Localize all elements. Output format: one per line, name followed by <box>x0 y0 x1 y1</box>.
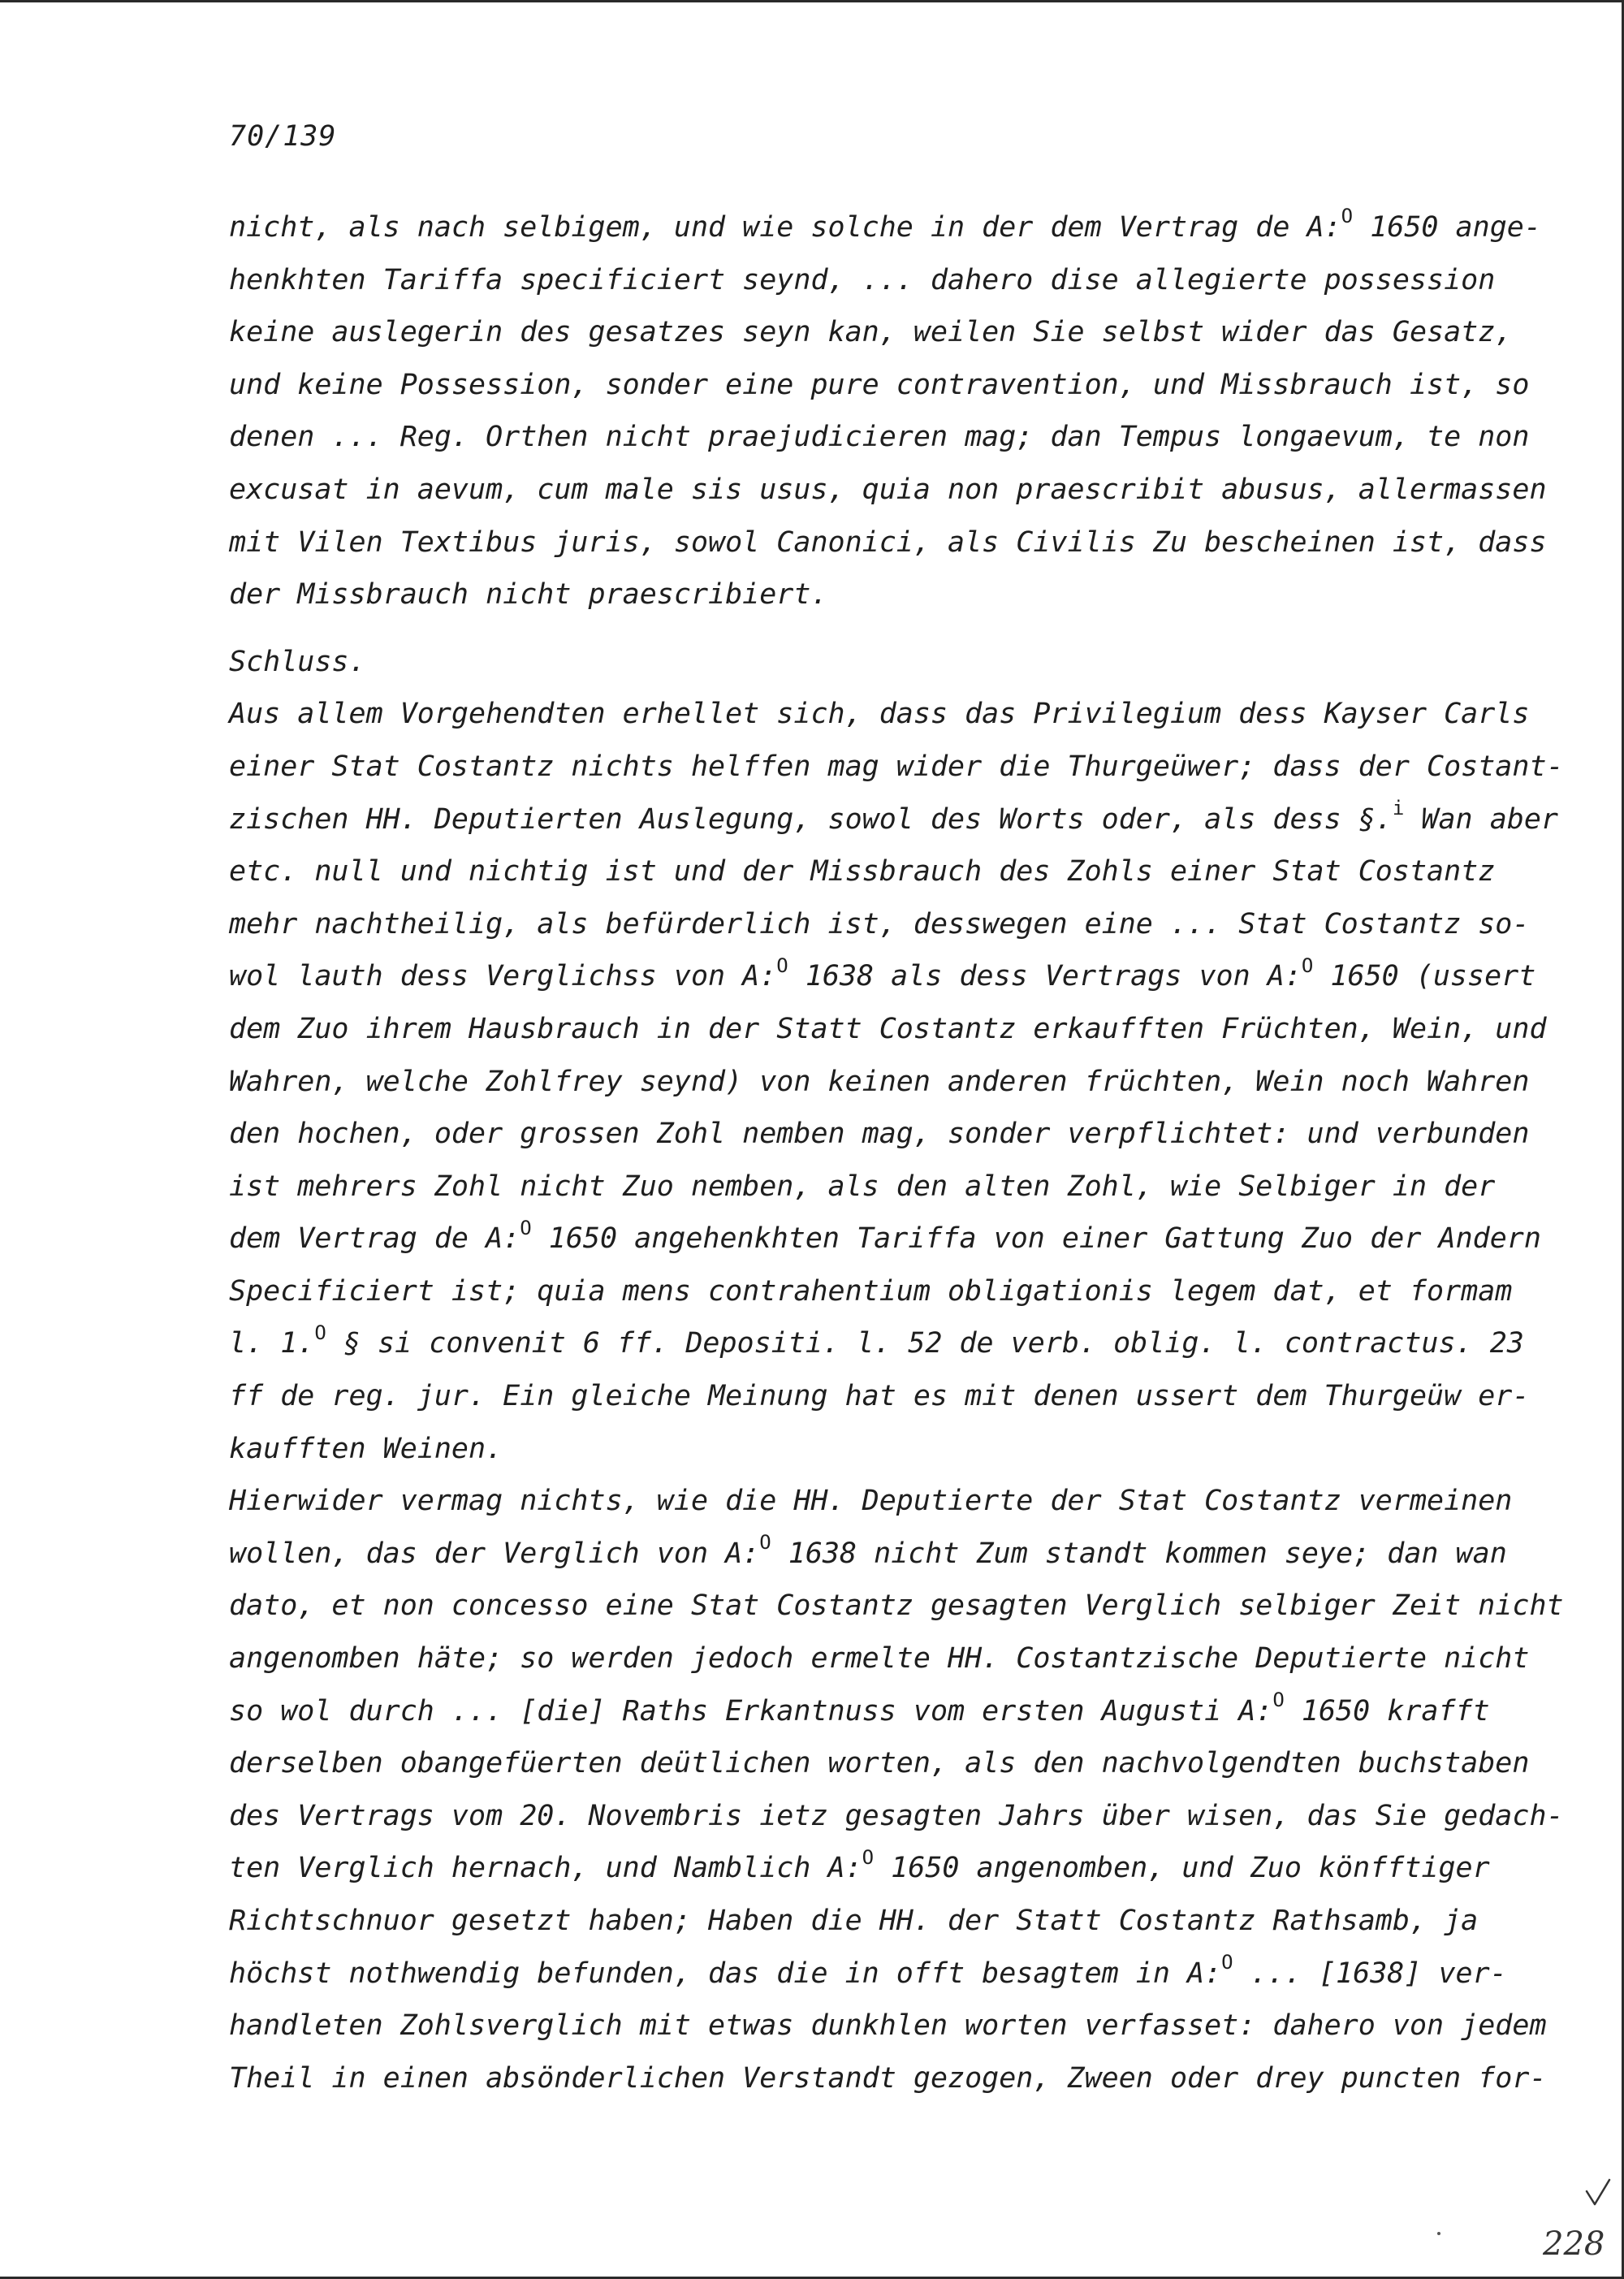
text-segment: nicht, als nach selbigem, und wie solche in der dem Vertrag de A: <box>229 211 1341 244</box>
text-segment: henkhten Tariffa specificiert seynd, ... dahero dise allegierte possession <box>229 263 1496 296</box>
text-segment: den hochen, oder grossen Zohl nemben mag, sonder verpflichtet: und verbunden <box>229 1118 1530 1151</box>
text-line <box>229 688 1530 741</box>
text-line <box>229 1580 1564 1632</box>
text-line <box>229 254 1512 307</box>
text-segment: höchst nothwendig befunden, das die in offt besagtem in A: <box>229 1957 1222 1990</box>
text-segment: 1638 als dess Vertrags von A: <box>788 960 1302 993</box>
superscript: i <box>1392 796 1405 819</box>
text-segment: Aus allem Vorgehendten erhellet sich, dass das Privilegium dess Kayser Carls <box>229 698 1530 731</box>
text-segment: und keine Possession, sonder eine pure contravention, und Missbrauch ist, so <box>229 368 1530 401</box>
text-segment: handleten Zohlsverglich mit etwas dunkhlen worten verfasset: dahero von jedem <box>229 2009 1547 2043</box>
text-line <box>229 845 1512 898</box>
superscript: O <box>1301 954 1314 977</box>
paragraph-2 <box>229 688 1564 1475</box>
text-segment: excusat in aevum, cum male sis usus, quia non praescribit abusus, allermassen <box>229 473 1547 506</box>
text-line <box>229 1632 1530 1685</box>
text-line <box>229 1685 1512 1738</box>
superscript: O <box>1221 1950 1233 1974</box>
text-segment: dem Vertrag de A: <box>229 1222 520 1256</box>
text-segment: Wahren, welche Zohlfrey seynd) von keinen anderen früchten, Wein noch Wahren <box>229 1065 1530 1098</box>
paragraph-3 <box>229 1475 1564 2104</box>
text-segment: Specificiert ist; quia mens contrahentium obligationis legem dat, et formam <box>229 1274 1513 1308</box>
text-segment: ff de reg. jur. Ein gleiche Meinung hat es mit denen ussert dem Thurgeüw er- <box>229 1380 1530 1413</box>
text-line <box>229 1108 1530 1161</box>
text-segment: keine auslegerin des gesatzes seyn kan, weilen Sie selbst wider das Gesatz, <box>229 316 1513 349</box>
superscript: O <box>314 1321 326 1344</box>
text-line <box>229 741 1564 794</box>
text-line <box>229 950 1536 1003</box>
text-segment: wol lauth dess Verglichss von A: <box>229 960 777 993</box>
text-line <box>229 517 1547 569</box>
text-line <box>229 2052 1547 2105</box>
page-number: 70/139 <box>229 120 337 153</box>
paragraph-gap <box>229 621 1512 636</box>
text-segment: Theil in einen absönderlichen Verstandt gezogen, Zween oder drey puncten for- <box>229 2061 1547 2095</box>
text-segment: 1650 (ussert <box>1313 960 1536 993</box>
superscript: O <box>759 1531 771 1555</box>
text-line <box>229 1213 1541 1265</box>
text-segment: 1650 ange- <box>1353 211 1541 244</box>
margin-folio-number: 228 <box>1543 2225 1605 2263</box>
text-line <box>229 411 1530 464</box>
text-segment: 1650 angenomben, und Zuo könfftiger <box>874 1852 1490 1885</box>
text-line <box>229 898 1530 951</box>
text-segment: dem Zuo ihrem Hausbrauch in der Statt Costantz erkaufften Früchten, Wein, und <box>229 1012 1547 1045</box>
section-heading: Schluss. <box>229 645 366 678</box>
text-line <box>229 569 1512 621</box>
text-line <box>229 1475 1512 1528</box>
text-line <box>229 1056 1530 1109</box>
text-line <box>229 1423 1512 1476</box>
text-line <box>229 2000 1547 2052</box>
text-line <box>229 1317 1524 1370</box>
superscript: O <box>1272 1688 1285 1711</box>
text-segment: § si convenit 6 ff. Depositi. l. 52 de verb. oblig. l. contractus. 23 <box>326 1327 1524 1360</box>
superscript: O <box>520 1216 532 1239</box>
text-line <box>229 1161 1512 1213</box>
text-segment: kaufften Weinen. <box>229 1432 503 1465</box>
text-segment: mehr nachtheilig, als befürderlich ist, desswegen eine ... Stat Costantz so- <box>229 907 1530 941</box>
text-segment: l. 1. <box>229 1327 315 1360</box>
text-segment: 1650 angehenkhten Tariffa von einer Gattung Zuo der Andern <box>531 1222 1541 1256</box>
text-segment: etc. null und nichtig ist und der Missbrauch des Zohls einer Stat Costantz <box>229 855 1496 889</box>
text-segment: des Vertrags vom 20. Novembris ietz gesagten Jahrs über wisen, das Sie gedach- <box>229 1799 1564 1832</box>
text-segment: der Missbrauch nicht praescribiert. <box>229 578 828 612</box>
text-segment: so wol durch ... [die] Raths Erkantnuss vom ersten Augusti A: <box>229 1694 1273 1728</box>
text-segment: angenomben häte; so werden jedoch ermelte HH. Costantzische Deputierte nicht <box>229 1642 1530 1676</box>
text-segment: einer Stat Costantz nichts helffen mag wider die Thurgeüwer; dass der Costant- <box>229 750 1564 783</box>
text-line <box>229 1790 1564 1843</box>
superscript: O <box>1341 205 1354 228</box>
paragraph-1 <box>229 201 1547 621</box>
check-mark-icon <box>1583 2177 1613 2214</box>
text-segment: Richtschnuor gesetzt haben; Haben die HH. der Statt Costantz Rathsamb, ja <box>229 1905 1479 1937</box>
text-segment: zischen HH. Deputierten Auslegung, sowol des Worts oder, als dess §. <box>229 802 1393 836</box>
text-segment: ... [1638] ver- <box>1233 1957 1507 1990</box>
text-segment: ten Verglich hernach, und Namblich A: <box>229 1852 862 1885</box>
text-segment: 1650 krafft <box>1284 1694 1490 1728</box>
text-segment: derselben obangefüerten deütlichen worten, als den nachvolgendten buchstaben <box>229 1747 1530 1780</box>
text-line <box>229 359 1530 412</box>
text-line <box>229 1528 1512 1581</box>
text-line <box>229 1895 1512 1948</box>
text-segment: wollen, das der Verglich von A: <box>229 1537 760 1570</box>
text-line <box>229 1842 1512 1895</box>
page-border-top <box>0 0 1624 2</box>
text-segment: dato, et non concesso eine Stat Costantz gesagten Verglich selbiger Zeit nicht <box>229 1589 1564 1623</box>
text-segment: ist mehrers Zohl nicht Zuo nemben, als den alten Zohl, wie Selbiger in der <box>229 1170 1496 1203</box>
superscript: O <box>776 954 788 977</box>
superscript: O <box>862 1845 875 1869</box>
text-line <box>229 1370 1530 1423</box>
text-line <box>229 464 1547 517</box>
text-segment: Hierwider vermag nichts, wie die HH. Deputierte der Stat Costantz vermeinen <box>229 1485 1513 1518</box>
text-line <box>229 1003 1547 1056</box>
text-line <box>229 1737 1530 1790</box>
text-line <box>229 794 1558 846</box>
text-line <box>229 201 1541 254</box>
text-segment: mit Vilen Textibus juris, sowol Canonici, als Civilis Zu bescheinen ist, dass <box>229 525 1547 559</box>
text-line <box>229 1948 1512 2000</box>
text-segment: denen ... Reg. Orthen nicht praejudicieren mag; dan Tempus longaevum, te non <box>229 421 1530 454</box>
text-line <box>229 1265 1512 1318</box>
text-segment: 1638 nicht Zum standt kommen seye; dan wan <box>771 1537 1507 1570</box>
text-line <box>229 306 1512 359</box>
document-body <box>229 201 1564 2104</box>
ink-dot <box>1437 2232 1440 2235</box>
text-segment: Wan aber <box>1404 802 1558 836</box>
